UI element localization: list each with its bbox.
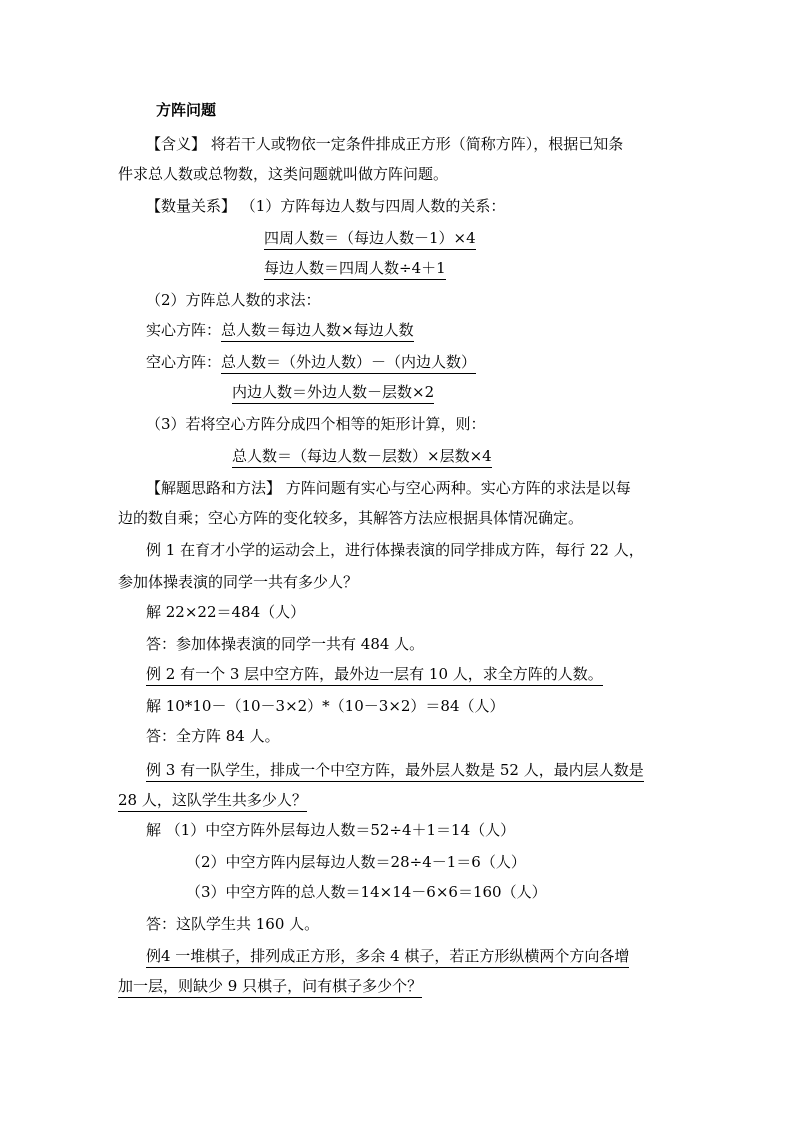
relations-part-3: （3）若将空心方阵分成四个相等的矩形计算，则： bbox=[146, 415, 486, 433]
example-3-answer: 答：这队学生共 160 人。 bbox=[146, 915, 320, 933]
example-2-solution: 解 10*10－（10－3×2）*（10－3×2）＝84（人） bbox=[146, 697, 505, 715]
method-line-2: 边的数自乘；空心方阵的变化较多，其解答方法应根据具体情况确定。 bbox=[118, 509, 584, 527]
example-3-solution-step-3: （3）中空方阵的总人数＝14×14－6×6＝160（人） bbox=[186, 883, 547, 901]
example-1-question-line-2: 参加体操表演的同学一共有多少人？ bbox=[118, 573, 359, 591]
example-4-question-line-1-text: 例4 一堆棋子，排列成正方形，多余 4 棋子，若正方形纵横两个方向各增 bbox=[146, 947, 629, 968]
solid-square-row bbox=[146, 320, 414, 340]
example-4-question-line-2-text: 加一层，则缺少 9 只棋子，问有棋子多少个？ bbox=[118, 977, 422, 998]
relations-heading: 【数量关系】 （1）方阵每边人数与四周人数的关系： bbox=[146, 197, 506, 215]
formula-side bbox=[264, 258, 446, 278]
example-4-question-line-1 bbox=[146, 946, 629, 966]
example-2-question-text: 例 2 有一个 3 层中空方阵，最外边一层有 10 人，求全方阵的人数。 bbox=[146, 665, 603, 686]
example-3-question-line-1 bbox=[146, 760, 644, 780]
example-3-solution-step-1: 解 （1）中空方阵外层每边人数＝52÷4＋1＝14（人） bbox=[146, 821, 516, 839]
example-3-question-line-2 bbox=[118, 790, 307, 810]
hollow-square-row bbox=[146, 352, 476, 372]
example-2-answer: 答：全方阵 84 人。 bbox=[146, 727, 280, 745]
example-3-question-line-1-text: 例 3 有一队学生，排成一个中空方阵，最外层人数是 52 人，最内层人数是 bbox=[146, 761, 644, 782]
formula-perimeter-text: 四周人数＝（每边人数－1）×4 bbox=[264, 229, 476, 250]
rectangle-formula bbox=[232, 446, 492, 466]
example-4-question-line-2 bbox=[118, 976, 422, 996]
rectangle-formula-text: 总人数＝（每边人数－层数）×层数×4 bbox=[232, 447, 492, 468]
solid-square-label: 实心方阵： bbox=[146, 321, 222, 339]
hollow-square-formula: 总人数＝（外边人数）－（内边人数） bbox=[221, 353, 476, 374]
inner-side-formula-text: 内边人数＝外边人数－层数×2 bbox=[232, 383, 434, 404]
example-2-question bbox=[146, 664, 603, 684]
example-1-answer: 答：参加体操表演的同学一共有 484 人。 bbox=[146, 635, 425, 653]
hollow-square-label: 空心方阵： bbox=[146, 353, 222, 371]
definition-line-1: 【含义】 将若干人或物依一定条件排成正方形（简称方阵），根据已知条 bbox=[146, 135, 624, 153]
example-3-solution-step-2: （2）中空方阵内层每边人数＝28÷4－1＝6（人） bbox=[186, 853, 526, 871]
formula-perimeter bbox=[264, 228, 476, 248]
example-3-question-line-2-text: 28 人，这队学生共多少人？ bbox=[118, 791, 307, 812]
formula-side-text: 每边人数＝四周人数÷4＋1 bbox=[264, 259, 446, 280]
relations-part-2: （2）方阵总人数的求法： bbox=[146, 291, 321, 309]
method-line-1: 【解题思路和方法】 方阵问题有实心与空心两种。实心方阵的求法是以每 bbox=[146, 479, 631, 497]
example-1-question-line-1: 例 1 在育才小学的运动会上，进行体操表演的同学排成方阵，每行 22 人， bbox=[146, 541, 644, 559]
document-title: 方阵问题 bbox=[156, 101, 217, 119]
solid-square-formula: 总人数＝每边人数×每边人数 bbox=[221, 321, 414, 342]
example-1-solution: 解 22×22＝484（人） bbox=[146, 603, 306, 621]
definition-line-2: 件求总人数或总物数，这类问题就叫做方阵问题。 bbox=[118, 165, 449, 183]
inner-side-formula bbox=[232, 382, 434, 402]
